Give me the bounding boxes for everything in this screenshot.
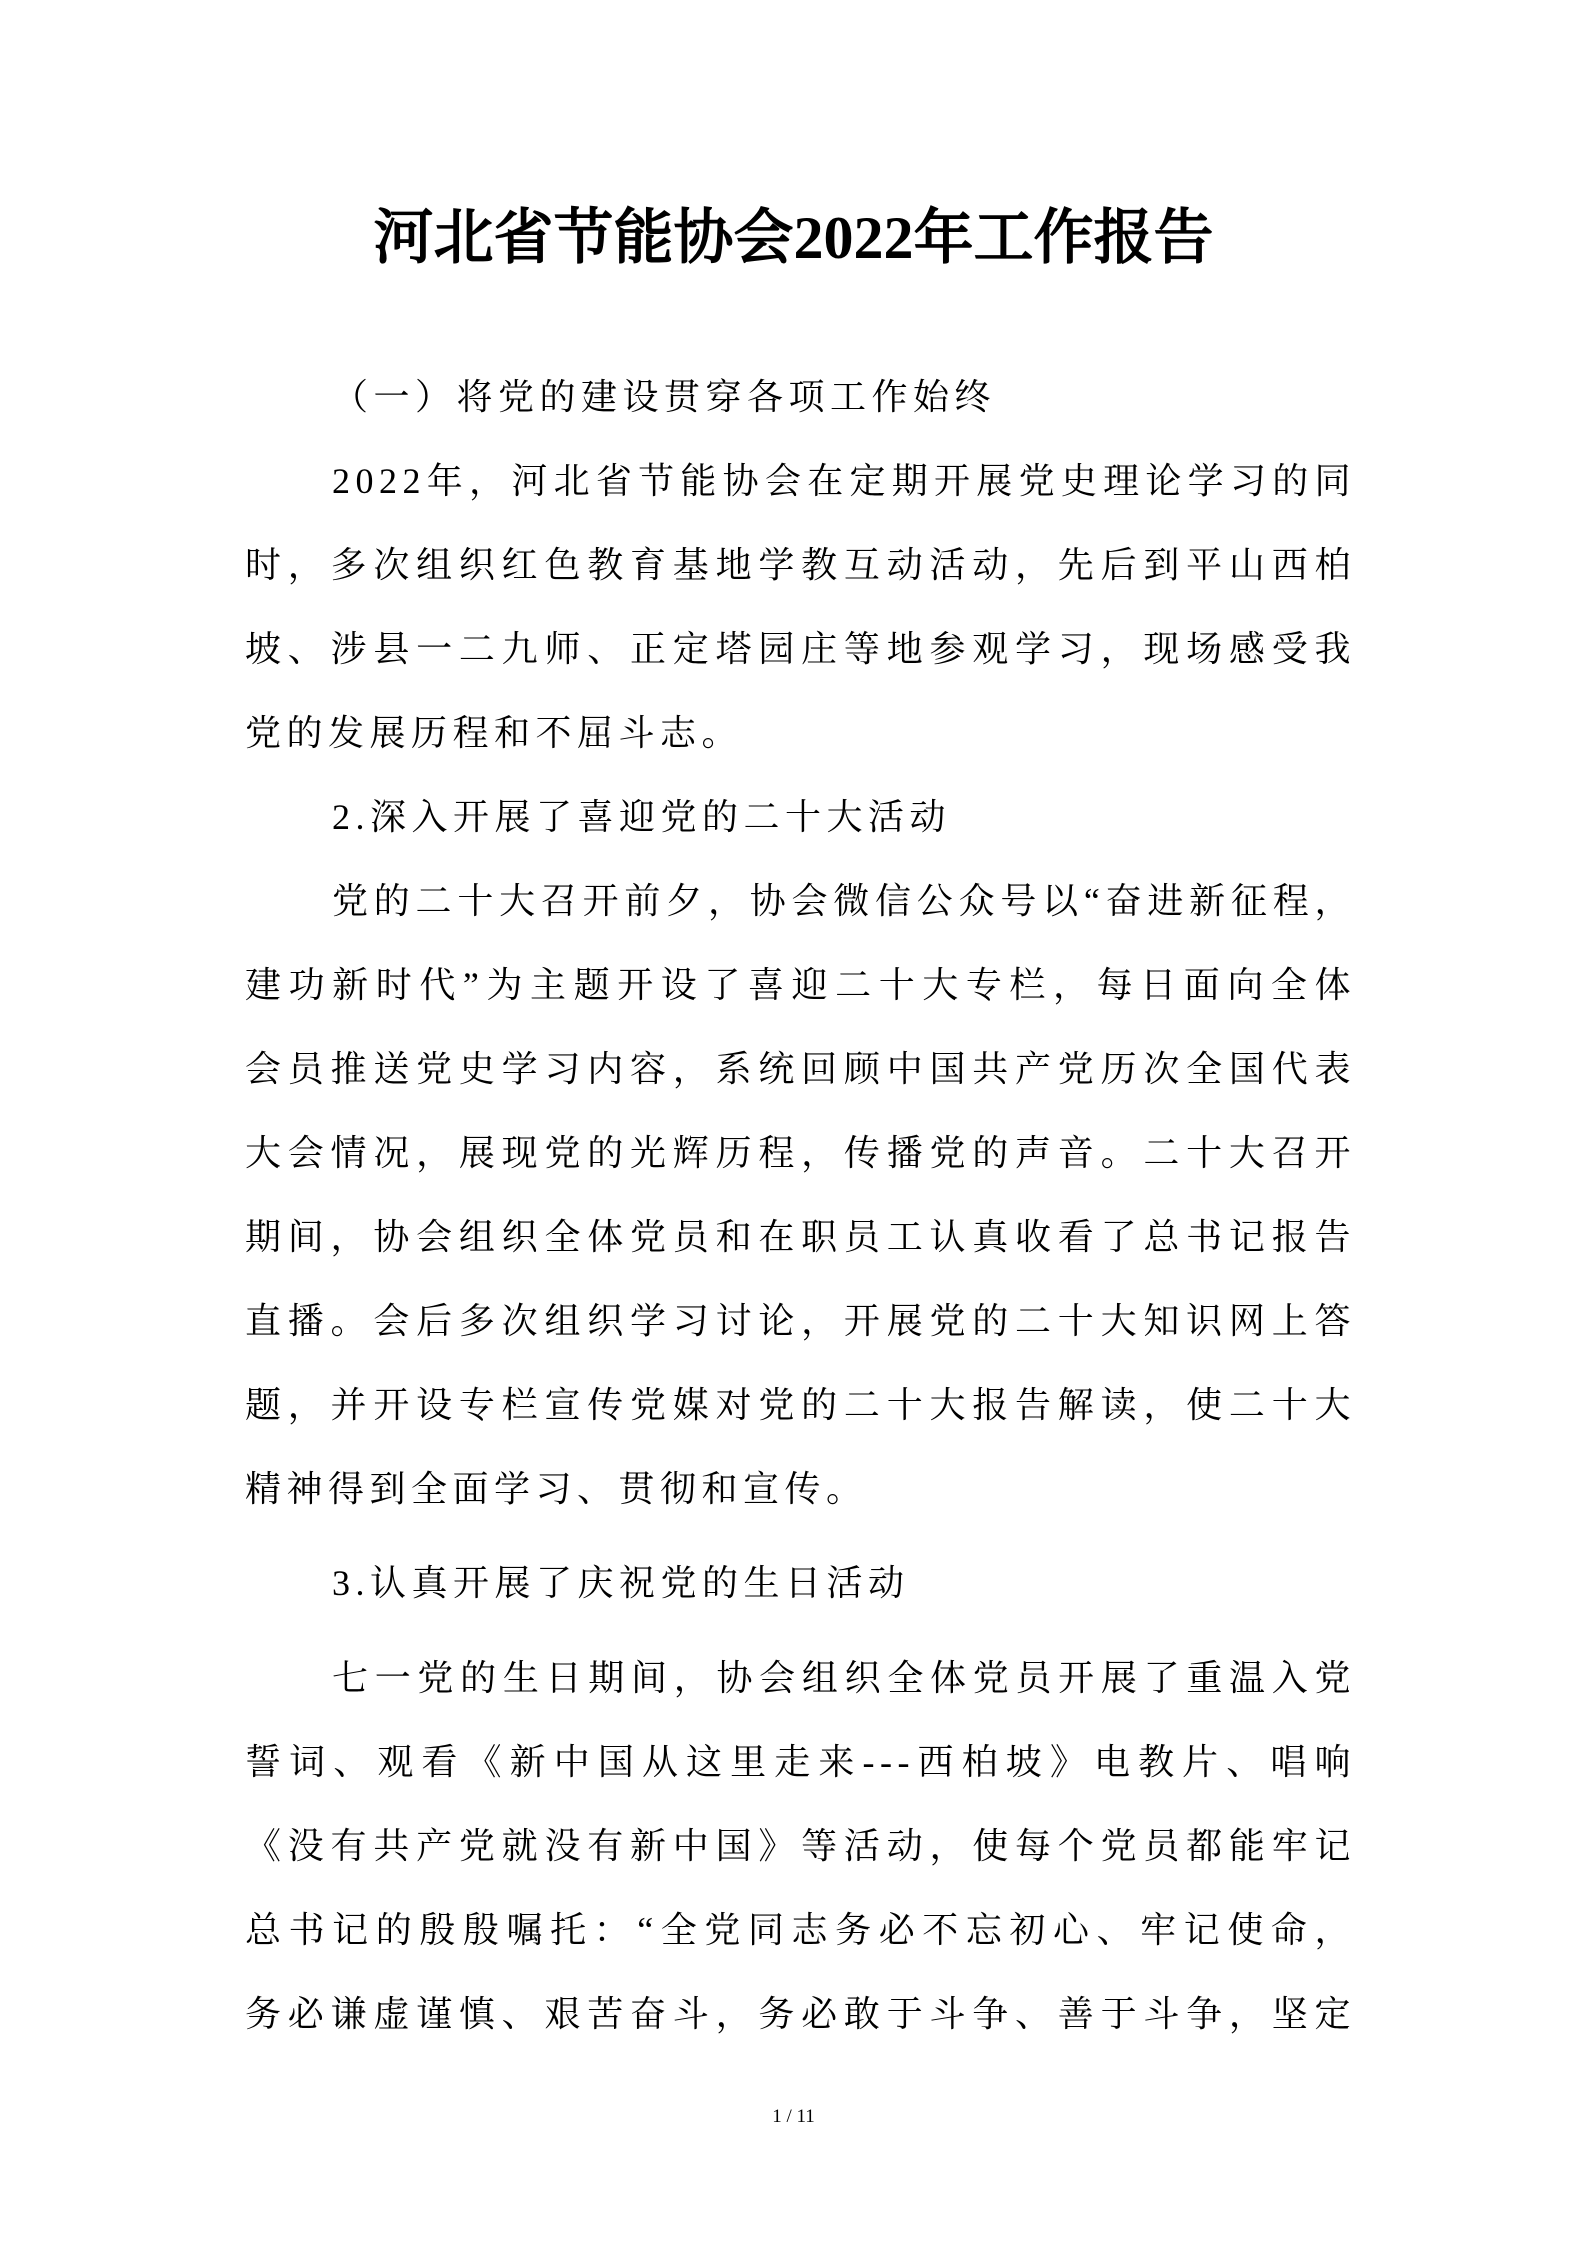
paragraph-line: 誓词、观看《新中国从这里走来---西柏坡》电教片、唱响: [245, 1742, 1356, 1782]
subsection-heading: 3.认真开展了庆祝党的生日活动: [332, 1563, 910, 1603]
paragraph-line: 务必谦虚谨慎、艰苦奋斗，务必敢于斗争、善于斗争，坚定: [245, 1994, 1356, 2034]
paragraph-line: 总书记的殷殷嘱托：“全党同志务必不忘初心、牢记使命，: [245, 1910, 1356, 1950]
paragraph-line: 精神得到全面学习、贯彻和宣传。: [245, 1469, 868, 1509]
paragraph-line: 党的发展历程和不屈斗志。: [245, 713, 744, 753]
paragraph-line: 大会情况，展现党的光辉历程，传播党的声音。二十大召开: [245, 1133, 1356, 1173]
subsection-heading: 2.深入开展了喜迎党的二十大活动: [332, 797, 952, 837]
section-heading: （一）将党的建设贯穿各项工作始终: [332, 377, 997, 417]
document-title: 河北省节能协会2022年工作报告: [373, 205, 1214, 271]
paragraph-line: 《没有共产党就没有新中国》等活动，使每个党员都能牢记: [245, 1826, 1356, 1866]
subsection-paragraph: [245, 859, 1356, 1531]
paragraph-line: 2022年，河北省节能协会在定期开展党史理论学习的同: [332, 461, 1356, 501]
paragraph-line: 党的二十大召开前夕，协会微信公众号以“奋进新征程，: [332, 881, 1356, 921]
paragraph-line: 期间，协会组织全体党员和在职员工认真收看了总书记报告: [245, 1217, 1356, 1257]
paragraph-line: 建功新时代”为主题开设了喜迎二十大专栏，每日面向全体: [245, 965, 1356, 1005]
paragraph-line: 坡、涉县一二九师、正定塔园庄等地参观学习，现场感受我: [245, 629, 1356, 669]
page-number: 1 / 11: [772, 2106, 815, 2127]
paragraph-line: 七一党的生日期间，协会组织全体党员开展了重温入党: [332, 1658, 1356, 1698]
paragraph-line: 直播。会后多次组织学习讨论，开展党的二十大知识网上答: [245, 1301, 1356, 1341]
intro-paragraph: [245, 439, 1356, 775]
document-body: [245, 355, 1356, 2056]
paragraph-line: 题，并开设专栏宣传党媒对党的二十大报告解读，使二十大: [245, 1385, 1356, 1425]
subsection-paragraph: [245, 1636, 1356, 2056]
paragraph-line: 会员推送党史学习内容，系统回顾中国共产党历次全国代表: [245, 1049, 1356, 1089]
paragraph-line: 时，多次组织红色教育基地学教互动活动，先后到平山西柏: [245, 545, 1356, 585]
